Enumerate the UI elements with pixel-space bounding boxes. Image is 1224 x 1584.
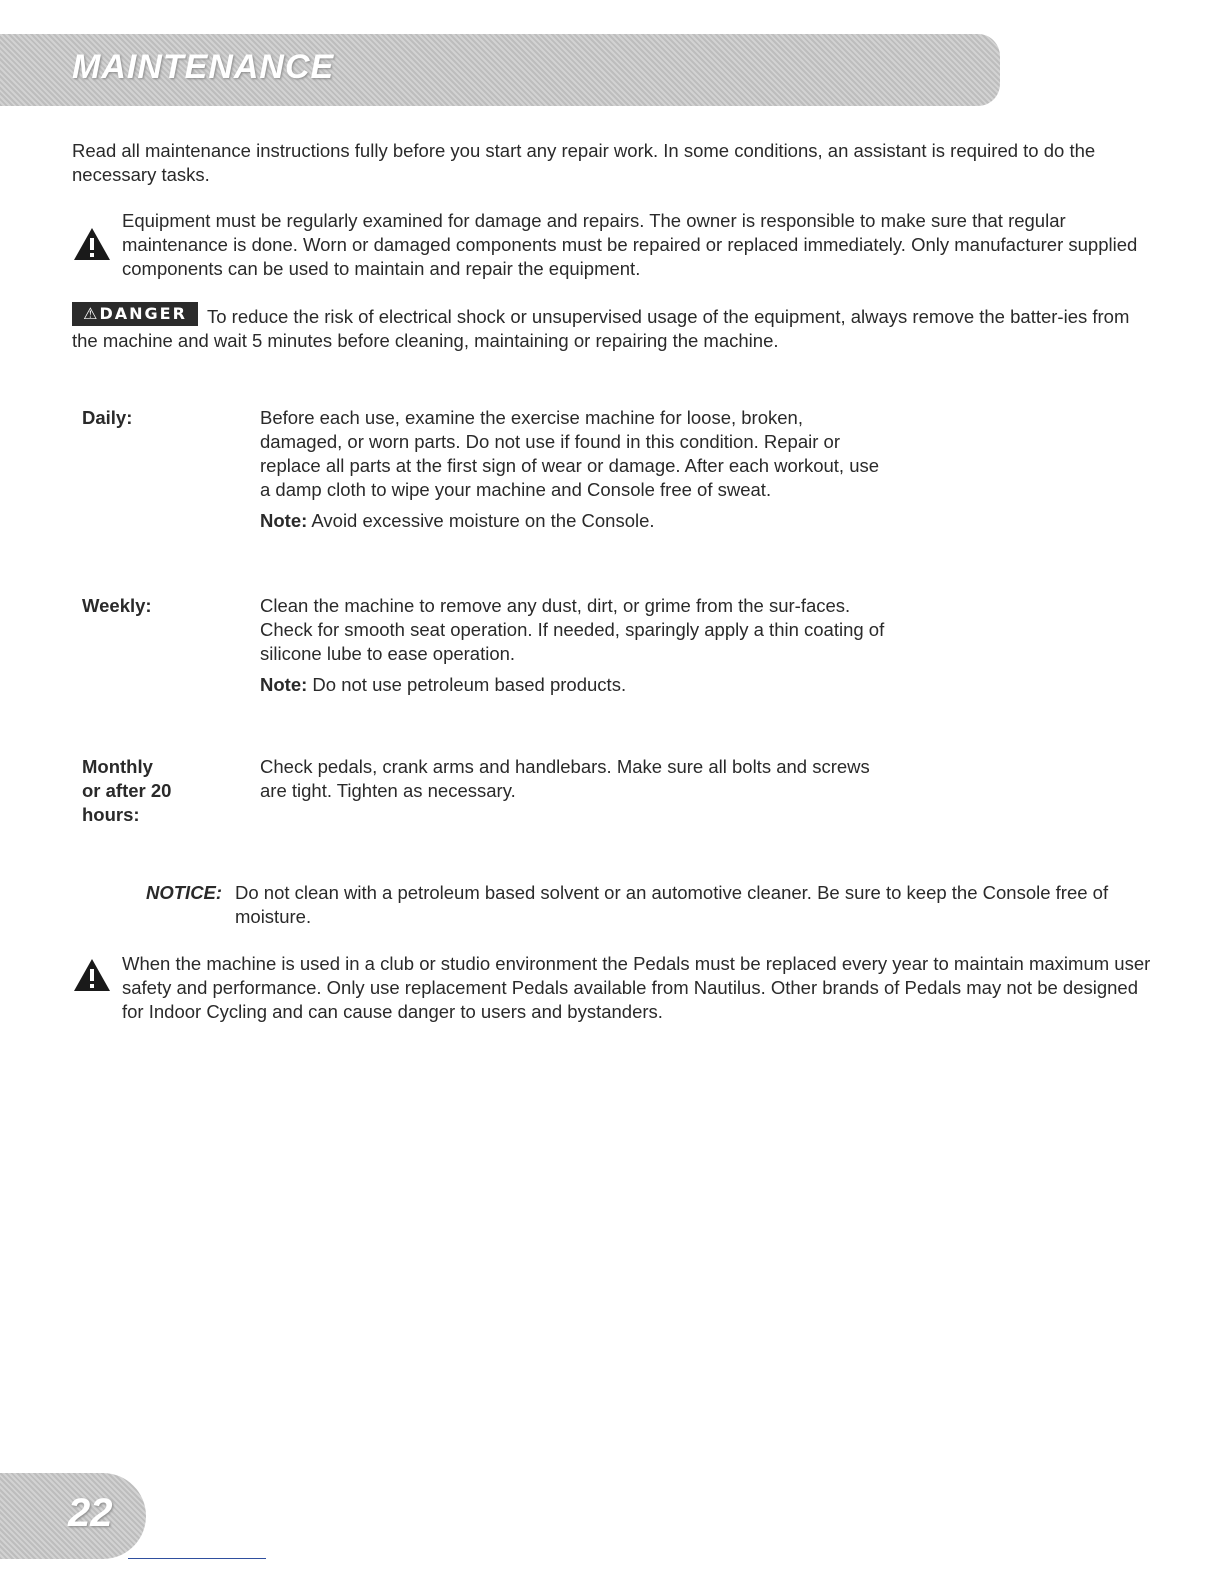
warning-triangle-icon: [72, 226, 112, 262]
daily-label: Daily:: [82, 407, 133, 428]
weekly-text-cleaning: Clean the machine to remove any dust, dirt, or grime from the sur-faces.: [260, 595, 851, 616]
weekly-label: Weekly:: [82, 595, 152, 616]
notice-paragraph: Do not clean with a petroleum based solvent or an automotive cleaner. Be sure to keep the Console free of moisture.: [235, 882, 1109, 927]
notice-label: NOTICE:: [146, 882, 223, 903]
monthly-label: [82, 755, 242, 827]
monthly-label-line2: or after 20: [82, 780, 172, 801]
section-header-bar: [0, 34, 1000, 106]
daily-note: [260, 509, 890, 533]
pedals-warning-paragraph: When the machine is used in a club or studio environment the Pedals must be replaced every year to maintain maximum user safety and performance. Only use replacement Pedals available from Nautilus. Other brands of Pedals may not be designed for Indoor Cycling and can cause danger to users and bystanders.: [122, 953, 1151, 1022]
weekly-note: [260, 673, 890, 697]
intro-paragraph: Read all maintenance instructions fully before you start any repair work. In some conditions, an assistant is required to do the necessary tasks.: [72, 140, 1096, 185]
monthly-label-line3: hours:: [82, 804, 140, 825]
daily-note-label: Note:: [260, 510, 308, 531]
danger-paragraph: To reduce the risk of electrical shock or unsupervised usage of the equipment, always remove the batter-ies from the machine and wait 5 minutes before cleaning, maintaining or repairing the machine.: [72, 306, 1130, 351]
monthly-text: Check pedals, crank arms and handlebars. Make sure all bolts and screws are tight. Tighten as necessary.: [260, 756, 870, 801]
weekly-note-text: Do not use petroleum based products.: [312, 674, 627, 695]
warning-triangle-icon: [72, 957, 112, 993]
daily-note-text: Avoid excessive moisture on the Console.: [311, 510, 655, 531]
page-number: 22: [68, 1491, 113, 1535]
danger-badge: ⚠DANGER: [72, 302, 198, 326]
monthly-label-line1: Monthly: [82, 756, 153, 777]
page-number-tab: [0, 1473, 146, 1559]
weekly-text-seat: Check for smooth seat operation. If needed, sparingly apply a thin coating of silicone lube to ease operation.: [260, 619, 885, 664]
section-title: MAINTENANCE: [72, 48, 335, 86]
weekly-instructions: [260, 594, 890, 697]
daily-text: Before each use, examine the exercise machine for loose, broken, damaged, or worn parts. Do not use if found in this condition. Repair or replace all parts at the first sign of wear or damage. After each workout, use a damp cloth to wipe your machine and Console free of sweat.: [260, 407, 880, 500]
footer-rule: [128, 1558, 266, 1559]
equipment-warning-paragraph: Equipment must be regularly examined for damage and repairs. The owner is responsible to make sure that regular maintenance is done. Worn or damaged components must be repaired or replaced immediately. Only manufacturer supplied components can be used to maintain and repair the equipment.: [122, 210, 1138, 279]
daily-instructions: [260, 406, 890, 533]
monthly-instructions: [260, 755, 890, 803]
weekly-note-label: Note:: [260, 674, 308, 695]
